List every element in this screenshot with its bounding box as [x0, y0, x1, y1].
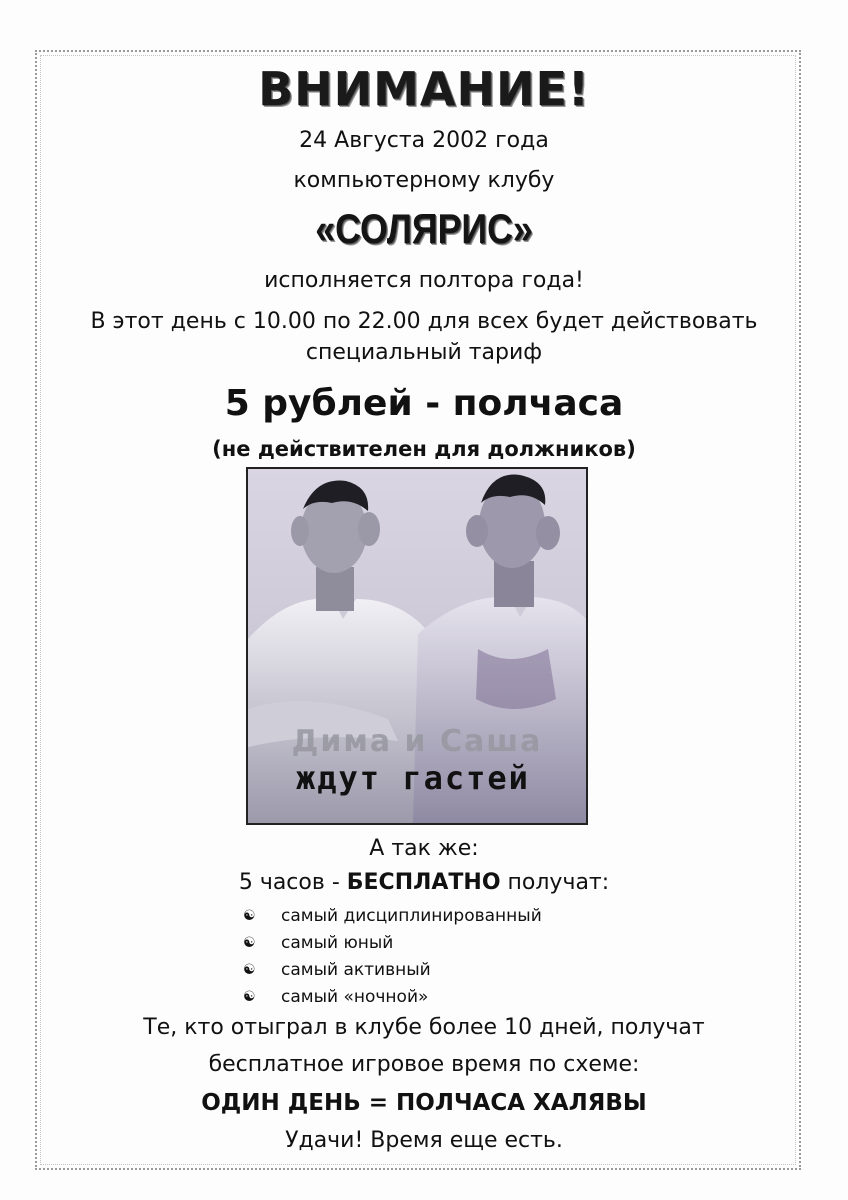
twins-photo [246, 467, 588, 825]
date-line: 24 Августа 2002 года [299, 128, 549, 153]
right-figure-ear-left [466, 515, 488, 547]
free-bold: БЕСПЛАТНО [346, 870, 501, 895]
left-figure-ear-left [291, 516, 309, 546]
list-item-label: самый юный [281, 932, 394, 953]
loyalty-line-1: Те, кто отыграл в клубе более 10 дней, получат [143, 1015, 705, 1040]
anniversary-line: исполняется полтора года! [264, 268, 584, 293]
right-figure-ear-right [536, 516, 560, 550]
left-figure-ear-right [358, 512, 380, 546]
offer-line-2: специальный тариф [305, 340, 543, 365]
offer-line-1: В этот день с 10.00 по 22.00 для всех будет действовать [90, 309, 758, 334]
free-prefix: 5 часов - [238, 870, 347, 895]
left-figure-neck [316, 567, 354, 611]
list-item-label: самый «ночной» [281, 986, 429, 1007]
list-item [243, 902, 542, 929]
winners-list [243, 902, 542, 1010]
list-item [243, 956, 542, 983]
loyalty-line-2: бесплатное игровое время по схеме: [208, 1052, 640, 1077]
yin-yang-icon: ☯ [243, 988, 256, 1005]
price-headline: 5 рублей - полчаса [224, 383, 624, 424]
yin-yang-icon: ☯ [243, 907, 256, 924]
closing-line: Удачи! Время еще есть. [285, 1128, 563, 1153]
club-line: компьютерному клубу [293, 168, 555, 193]
headline: ВНИМАНИЕ! [258, 62, 590, 116]
photo-caption-wait: ждут гастей [296, 759, 530, 797]
list-item [243, 983, 542, 1010]
free-hours-line [0, 870, 848, 895]
loyalty-rule: ОДИН ДЕНЬ = ПОЛЧАСА ХАЛЯВЫ [201, 1090, 647, 1116]
price-condition: (не действителен для должников) [212, 437, 636, 461]
also-line: А так же: [369, 836, 479, 861]
yin-yang-icon: ☯ [243, 961, 256, 978]
list-item-label: самый активный [281, 959, 431, 980]
free-suffix: получат: [500, 870, 610, 895]
club-name: «СОЛЯРИС» [315, 205, 533, 252]
list-item [243, 929, 542, 956]
list-item-label: самый дисциплинированный [281, 905, 542, 926]
photo-caption-names: Дима и Саша [291, 724, 543, 759]
yin-yang-icon: ☯ [243, 934, 256, 951]
